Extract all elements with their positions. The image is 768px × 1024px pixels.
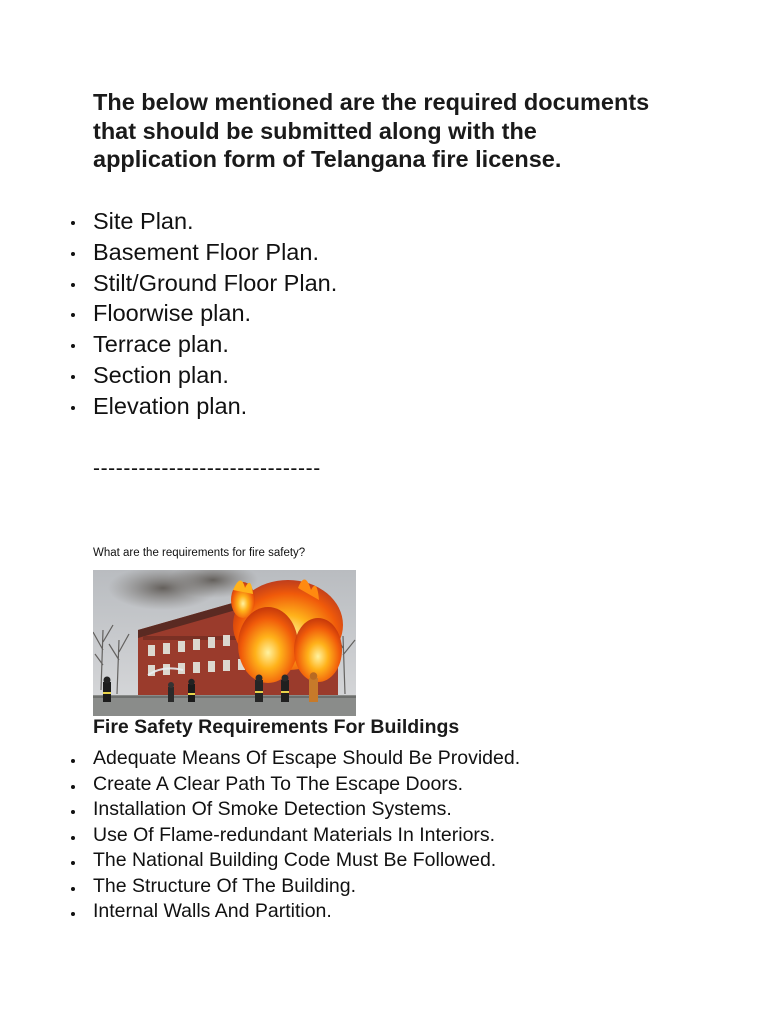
list-item: Site Plan. [93, 206, 693, 237]
list-item: The National Building Code Must Be Followed. [93, 848, 713, 874]
list-item: Floorwise plan. [93, 298, 693, 329]
section-subheading: Fire Safety Requirements For Buildings [93, 716, 460, 738]
list-item: The Structure Of The Building. [93, 874, 713, 900]
dashed-divider: ------------------------------ [93, 457, 321, 480]
question-text: What are the requirements for fire safety? [93, 547, 306, 559]
burning-building-photo [93, 570, 356, 716]
list-item: Elevation plan. [93, 391, 693, 422]
list-item: Basement Floor Plan. [93, 237, 693, 268]
list-item: Installation Of Smoke Detection Systems. [93, 797, 713, 823]
list-item: Section plan. [93, 360, 693, 391]
list-item: Terrace plan. [93, 329, 693, 360]
list-item: Stilt/Ground Floor Plan. [93, 268, 693, 299]
list-item: Create A Clear Path To The Escape Doors. [93, 772, 713, 798]
required-documents-list [93, 206, 693, 422]
list-item: Use Of Flame-redundant Materials In Interiors. [93, 823, 713, 849]
page-heading: The below mentioned are the required documents that should be submitted along with the application form of Telangana fire license. [93, 89, 650, 172]
list-item: Adequate Means Of Escape Should Be Provided. [93, 746, 713, 772]
list-item: Internal Walls And Partition. [93, 899, 713, 925]
fire-safety-requirements-list [93, 746, 713, 925]
